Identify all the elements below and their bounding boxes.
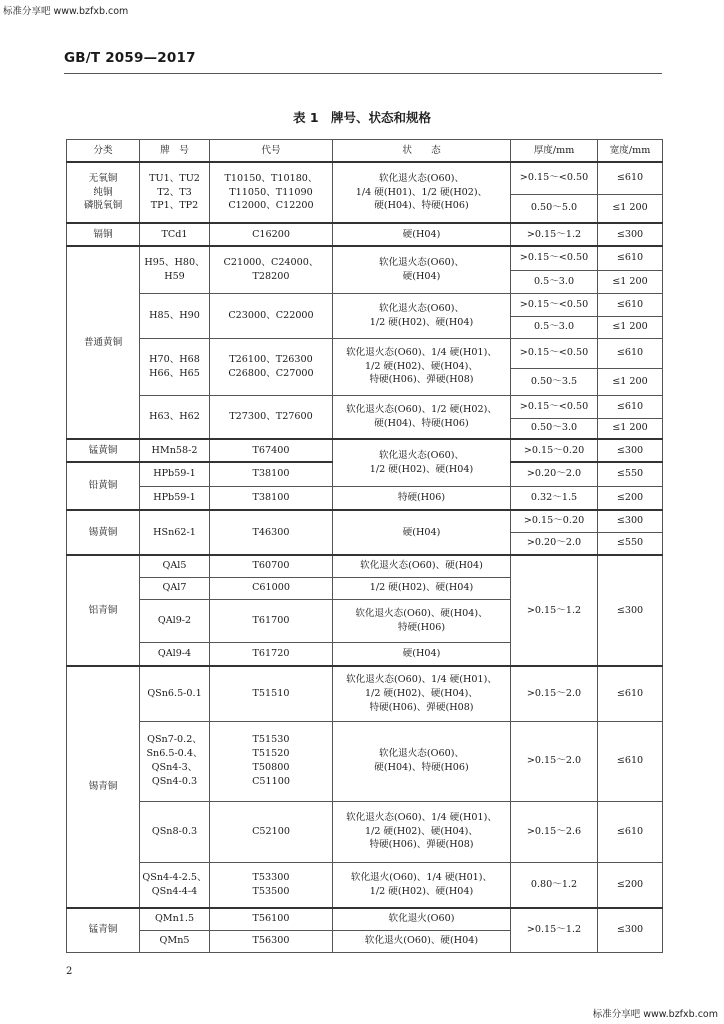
width-cell: ≤1 200 [598, 270, 663, 293]
code-cell: T60700 [210, 555, 333, 577]
width-cell: ≤610 [598, 666, 663, 721]
thickness-cell: 0.50～3.0 [511, 418, 598, 439]
width-cell: ≤610 [598, 162, 663, 194]
category-cell: 普通黄铜 [67, 246, 140, 439]
width-cell: ≤550 [598, 532, 663, 555]
width-cell: ≤610 [598, 293, 663, 316]
width-cell: ≤200 [598, 486, 663, 510]
table-row [67, 246, 663, 270]
state-cell: 软化退火态(O60)、 1/4 硬(H01)、1/2 硬(H02)、 硬(H04)、特硬(H06) [333, 162, 511, 223]
category-cell: 无氧铜 纯铜 磷脱氧铜 [67, 162, 140, 223]
thickness-cell: >0.15～0.20 [511, 510, 598, 532]
state-cell: 软化退火态(O60)、 硬(H04) [333, 246, 511, 293]
state-cell: 软化退火(O60) [333, 908, 511, 930]
grade-cell: QAl5 [140, 555, 210, 577]
code-cell: T51530 T51520 T50800 C51100 [210, 721, 333, 801]
width-cell: ≤550 [598, 462, 663, 486]
table-row [67, 338, 663, 368]
standard-number: GB/T 2059—2017 [64, 50, 196, 66]
width-cell: ≤1 200 [598, 418, 663, 439]
thickness-cell: 0.50～3.5 [511, 368, 598, 395]
table-row [67, 801, 663, 862]
grade-cell: HSn62-1 [140, 510, 210, 555]
table-caption: 表 1 牌号、状态和规格 [292, 110, 432, 125]
code-cell: T67400 [210, 439, 333, 462]
grade-cell: HPb59-1 [140, 462, 210, 486]
code-cell: T56100 [210, 908, 333, 930]
col-header-state: 状 态 [333, 140, 511, 163]
width-cell: ≤1 200 [598, 368, 663, 395]
width-cell: ≤610 [598, 721, 663, 801]
header-row [67, 140, 663, 163]
thickness-cell: >0.15～2.0 [511, 666, 598, 721]
state-cell: 硬(H04) [333, 510, 511, 555]
grade-cell: QAl7 [140, 577, 210, 599]
grade-cell: QAl9-4 [140, 642, 210, 666]
width-cell: ≤300 [598, 510, 663, 532]
thickness-cell: >0.15～2.0 [511, 721, 598, 801]
grade-cell: QSn7-0.2、 Sn6.5-0.4、 QSn4-3、 QSn4-0.3 [140, 721, 210, 801]
thickness-cell: >0.15～<0.50 [511, 338, 598, 368]
grade-cell: H70、H68 H66、H65 [140, 338, 210, 395]
grade-cell: QSn6.5-0.1 [140, 666, 210, 721]
state-cell: 软化退火态(O60)、 1/2 硬(H02)、硬(H04) [333, 439, 511, 486]
code-cell: T27300、T27600 [210, 395, 333, 439]
width-cell: ≤610 [598, 246, 663, 270]
thickness-cell: >0.15～1.2 [511, 223, 598, 246]
thickness-cell: >0.15～<0.50 [511, 293, 598, 316]
width-cell: ≤610 [598, 338, 663, 368]
grade-cell: QSn4-4-2.5、 QSn4-4-4 [140, 862, 210, 908]
grade-cell: TCd1 [140, 223, 210, 246]
code-cell: T46300 [210, 510, 333, 555]
thickness-cell: >0.15～0.20 [511, 439, 598, 462]
width-cell: ≤610 [598, 395, 663, 418]
width-cell: ≤200 [598, 862, 663, 908]
state-cell: 软化退火态(O60)、1/4 硬(H01)、 1/2 硬(H02)、硬(H04)、 特硬(H06)、弹硬(H08) [333, 338, 511, 395]
thickness-cell: >0.15～<0.50 [511, 395, 598, 418]
state-cell: 硬(H04) [333, 223, 511, 246]
width-cell: ≤300 [598, 908, 663, 952]
state-cell: 软化退火态(O60)、1/4 硬(H01)、 1/2 硬(H02)、硬(H04)、 特硬(H06)、弹硬(H08) [333, 666, 511, 721]
thickness-cell: 0.5～3.0 [511, 270, 598, 293]
category-cell: 镉铜 [67, 223, 140, 246]
table-row [67, 293, 663, 316]
grade-cell: QMn5 [140, 930, 210, 952]
code-cell: C61000 [210, 577, 333, 599]
header-rule [64, 73, 662, 74]
code-cell: C21000、C24000、 T28200 [210, 246, 333, 293]
table-row [67, 510, 663, 532]
state-cell: 软化退火态(O60)、硬(H04) [333, 555, 511, 577]
table-row [67, 908, 663, 930]
width-cell: ≤300 [598, 439, 663, 462]
category-cell: 锰黄铜 [67, 439, 140, 462]
state-cell: 特硬(H06) [333, 486, 511, 510]
category-cell: 锡青铜 [67, 666, 140, 908]
col-header-category: 分类 [67, 140, 140, 163]
code-cell: T38100 [210, 462, 333, 486]
table-row [67, 395, 663, 418]
grade-cell: QSn8-0.3 [140, 801, 210, 862]
code-cell: T53300 T53500 [210, 862, 333, 908]
table-row [67, 721, 663, 801]
state-cell: 1/2 硬(H02)、硬(H04) [333, 577, 511, 599]
category-cell: 锰青铜 [67, 908, 140, 952]
code-cell: T26100、T26300 C26800、C27000 [210, 338, 333, 395]
grade-cell: H63、H62 [140, 395, 210, 439]
thickness-cell: 0.32～1.5 [511, 486, 598, 510]
width-cell: ≤1 200 [598, 194, 663, 223]
code-cell: T10150、T10180、 T11050、T11090 C12000、C12200 [210, 162, 333, 223]
width-cell: ≤300 [598, 555, 663, 666]
grade-cell: HPb59-1 [140, 486, 210, 510]
code-cell: C16200 [210, 223, 333, 246]
table-row [67, 862, 663, 908]
thickness-cell: >0.20～2.0 [511, 462, 598, 486]
table-row [67, 555, 663, 577]
grade-cell: H95、H80、H59 [140, 246, 210, 293]
col-header-width: 宽度/mm [598, 140, 663, 163]
code-cell: T51510 [210, 666, 333, 721]
thickness-cell: >0.20～2.0 [511, 532, 598, 555]
table-row [67, 486, 663, 510]
code-cell: T56300 [210, 930, 333, 952]
table-row [67, 666, 663, 721]
thickness-cell: >0.15～<0.50 [511, 162, 598, 194]
col-header-thickness: 厚度/mm [511, 140, 598, 163]
width-cell: ≤300 [598, 223, 663, 246]
page-number: 2 [66, 966, 73, 977]
thickness-cell: >0.15～1.2 [511, 908, 598, 952]
table-row [67, 439, 663, 462]
state-cell: 软化退火态(O60)、1/4 硬(H01)、 1/2 硬(H02)、硬(H04)、 特硬(H06)、弹硬(H08) [333, 801, 511, 862]
state-cell: 硬(H04) [333, 642, 511, 666]
thickness-cell: 0.50～5.0 [511, 194, 598, 223]
watermark-top: 标准分享吧 www.bzfxb.com [3, 6, 129, 17]
col-header-code: 代号 [210, 140, 333, 163]
state-cell: 软化退火(O60)、硬(H04) [333, 930, 511, 952]
category-cell: 铅黄铜 [67, 462, 140, 510]
state-cell: 软化退火态(O60)、 1/2 硬(H02)、硬(H04) [333, 293, 511, 338]
code-cell: C23000、C22000 [210, 293, 333, 338]
grades-table [66, 139, 663, 953]
width-cell: ≤610 [598, 801, 663, 862]
thickness-cell: 0.80～1.2 [511, 862, 598, 908]
state-cell: 软化退火(O60)、1/4 硬(H01)、 1/2 硬(H02)、硬(H04) [333, 862, 511, 908]
grade-cell: HMn58-2 [140, 439, 210, 462]
col-header-grade: 牌 号 [140, 140, 210, 163]
table-row [67, 162, 663, 194]
grade-cell: H85、H90 [140, 293, 210, 338]
code-cell: C52100 [210, 801, 333, 862]
grade-cell: TU1、TU2 T2、T3 TP1、TP2 [140, 162, 210, 223]
state-cell: 软化退火态(O60)、硬(H04)、 特硬(H06) [333, 599, 511, 642]
table-row [67, 223, 663, 246]
thickness-cell: >0.15～<0.50 [511, 246, 598, 270]
thickness-cell: >0.15～2.6 [511, 801, 598, 862]
grade-cell: QMn1.5 [140, 908, 210, 930]
category-cell: 铝青铜 [67, 555, 140, 666]
category-cell: 锡黄铜 [67, 510, 140, 555]
code-cell: T38100 [210, 486, 333, 510]
watermark-bottom: 标准分享吧 www.bzfxb.com [592, 1009, 718, 1020]
code-cell: T61700 [210, 599, 333, 642]
state-cell: 软化退火态(O60)、1/2 硬(H02)、 硬(H04)、特硬(H06) [333, 395, 511, 439]
grade-cell: QAl9-2 [140, 599, 210, 642]
state-cell: 软化退火态(O60)、 硬(H04)、特硬(H06) [333, 721, 511, 801]
thickness-cell: 0.5～3.0 [511, 316, 598, 338]
code-cell: T61720 [210, 642, 333, 666]
width-cell: ≤1 200 [598, 316, 663, 338]
thickness-cell: >0.15～1.2 [511, 555, 598, 666]
